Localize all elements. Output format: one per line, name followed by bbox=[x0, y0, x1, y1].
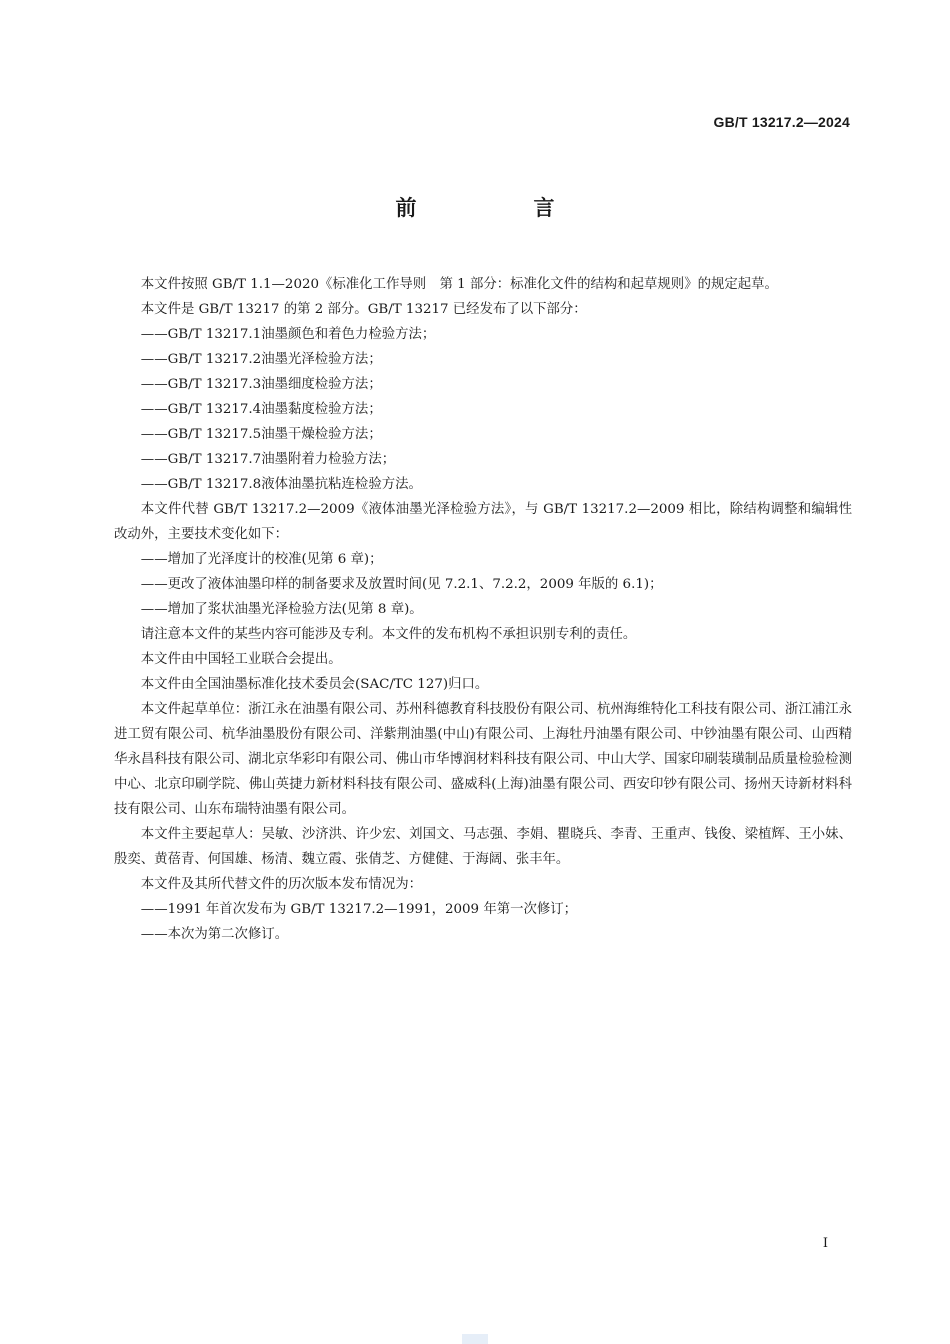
history-list bbox=[114, 897, 852, 947]
page-number: I bbox=[822, 1236, 828, 1251]
list-item: ——更改了液体油墨印样的制备要求及放置时间(见 7.2.1、7.2.2，2009 年版的 6.1)； bbox=[140, 577, 663, 592]
list-item bbox=[114, 322, 852, 347]
paragraph-drafting-rules: 本文件按照 GB/T 1.1—2020《标准化工作导则 第 1 部分：标准化文件的结构和起草规则》的规定起草。 bbox=[140, 277, 778, 292]
foreword-body bbox=[114, 272, 852, 947]
paragraph-replaces: 本文件代替 GB/T 13217.2—2009《液体油墨光泽检验方法》，与 GB/T 13217.2—2009 相比，除结构调整和编辑性改动外，主要技术变化如下： bbox=[114, 502, 852, 542]
list-item bbox=[114, 397, 852, 422]
list-item bbox=[114, 347, 852, 372]
list-item bbox=[114, 447, 852, 472]
paragraph-history-intro: 本文件及其所代替文件的历次版本发布情况为： bbox=[140, 877, 422, 892]
list-item: ——增加了浆状油墨光泽检验方法(见第 8 章)。 bbox=[140, 602, 423, 617]
part-code: ——GB/T 13217.5 bbox=[140, 427, 262, 442]
part-code: ——GB/T 13217.2 bbox=[140, 352, 262, 367]
bottom-edge-mark bbox=[462, 1334, 488, 1344]
part-code: ——GB/T 13217.3 bbox=[140, 377, 262, 392]
list-item: ——增加了光泽度计的校准(见第 6 章)； bbox=[140, 552, 383, 567]
paragraph-part-of-series: 本文件是 GB/T 13217 的第 2 部分。GB/T 13217 已经发布了以下部分： bbox=[140, 302, 587, 317]
part-code: ——GB/T 13217.7 bbox=[140, 452, 262, 467]
paragraph-drafters: 本文件主要起草人：吴敏、沙济洪、许少宏、刘国文、马志强、李娟、瞿晓兵、李青、王重声、钱俊、梁植辉、王小妹、殷奕、黄蓓青、何国雄、杨清、魏立霞、张倩芝、方健健、于海阔、张丰年。 bbox=[114, 827, 852, 867]
part-title: 油墨附着力检验方法； bbox=[261, 452, 396, 467]
page-title: 前 言 bbox=[395, 196, 603, 220]
paragraph-drafting-organizations: 本文件起草单位：浙江永在油墨有限公司、苏州科德教育科技股份有限公司、杭州海维特化工科技有限公司、浙江浦江永进工贸有限公司、杭华油墨股份有限公司、洋紫荆油墨(中山)有限公司、上海牡丹油墨有限公司、中钞油墨有限公司、山西精华永昌科技有限公司、湖北京华彩印有限公司、佛山市华博润材料科技有限公司、中山大学、国家印刷装璜制品质量检验检测中心、北京印刷学院、佛山英捷力新材料科技有限公司、盛威科(上海)油墨有限公司、西安印钞有限公司、扬州天诗新材料科技有限公司、山东布瑞特油墨有限公司。 bbox=[114, 702, 852, 817]
list-item: ——本次为第二次修订。 bbox=[140, 927, 289, 942]
part-title: 液体油墨抗粘连检验方法。 bbox=[261, 477, 422, 492]
parts-list bbox=[114, 322, 852, 497]
part-title: 油墨光泽检验方法； bbox=[261, 352, 382, 367]
changes-list bbox=[114, 547, 852, 622]
list-item bbox=[114, 422, 852, 447]
list-item bbox=[114, 372, 852, 397]
part-code: ——GB/T 13217.1 bbox=[140, 327, 262, 342]
paragraph-proposed-by: 本文件由中国轻工业联合会提出。 bbox=[140, 652, 342, 667]
part-title: 油墨颜色和着色力检验方法； bbox=[261, 327, 436, 342]
part-code: ——GB/T 13217.8 bbox=[140, 477, 262, 492]
part-code: ——GB/T 13217.4 bbox=[140, 402, 262, 417]
part-title: 油墨黏度检验方法； bbox=[261, 402, 382, 417]
standard-number: GB/T 13217.2—2024 bbox=[713, 114, 850, 130]
paragraph-patent-notice: 请注意本文件的某些内容可能涉及专利。本文件的发布机构不承担识别专利的责任。 bbox=[140, 627, 637, 642]
list-item bbox=[114, 472, 852, 497]
part-title: 油墨细度检验方法； bbox=[261, 377, 382, 392]
list-item: ——1991 年首次发布为 GB/T 13217.2—1991，2009 年第一次修订； bbox=[140, 902, 578, 917]
part-title: 油墨干燥检验方法； bbox=[261, 427, 382, 442]
paragraph-under-jurisdiction: 本文件由全国油墨标准化技术委员会(SAC/TC 127)归口。 bbox=[140, 677, 489, 692]
